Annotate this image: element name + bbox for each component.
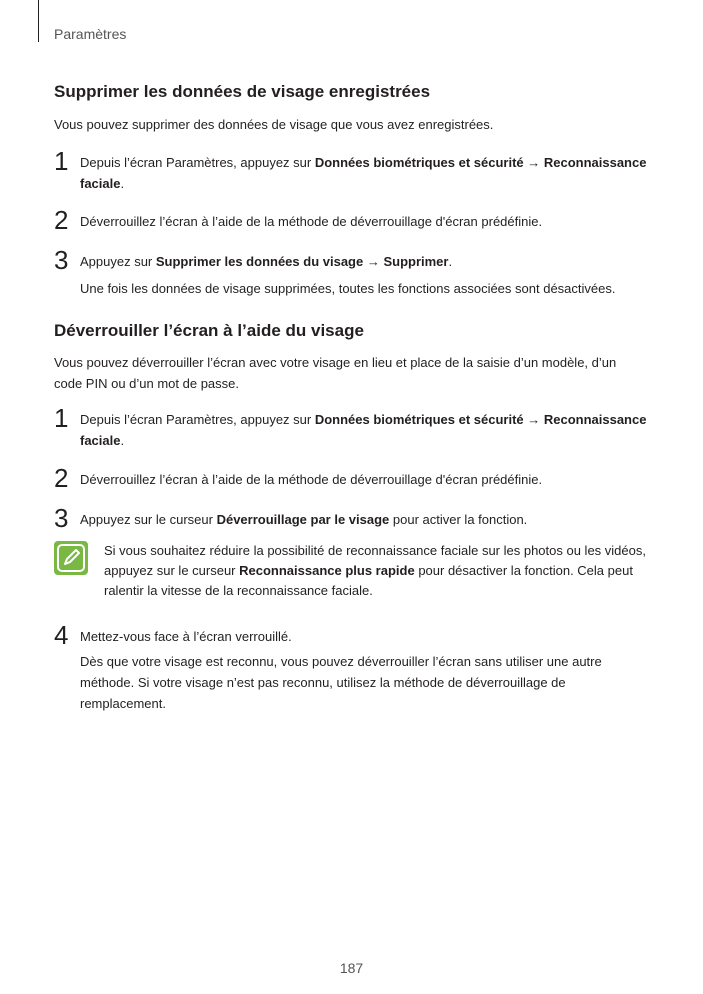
step-text: Déverrouillez l’écran à l’aide de la méthode de déverrouillage d'écran prédéfinie. — [80, 472, 543, 487]
pencil-note-icon — [54, 541, 88, 575]
menu-path-item: Reconnaissance faciale — [80, 155, 647, 191]
header-rule — [38, 0, 39, 42]
step-number: 2 — [54, 463, 69, 493]
menu-path-item: Données biométriques et sécurité — [314, 155, 524, 170]
step-number: 2 — [54, 205, 69, 235]
step-number: 4 — [54, 620, 69, 650]
step-text: Appuyez sur le curseur Déverrouillage par le visage pour activer la fonction. — [80, 512, 528, 527]
setting-name: Reconnaissance plus rapide — [239, 563, 415, 578]
section-title-unlock: Déverrouiller l’écran à l’aide du visage — [54, 321, 364, 340]
step-number: 3 — [54, 245, 69, 275]
menu-path-item: Supprimer les données du visage — [155, 254, 364, 269]
step-4-unlock-note: Dès que votre visage est reconnu, vous pouvez déverrouiller l’écran sans utiliser une autre méthode. Si votre visage n’est pas reconnu, utilisez la méthode de déverrouillage de remplacement. — [80, 654, 602, 711]
step-text: Appuyez sur Supprimer les données du visage → Supprimer. — [80, 254, 453, 269]
header-section-label: Paramètres — [54, 26, 127, 42]
setting-name: Déverrouillage par le visage — [216, 512, 390, 527]
step-text: Déverrouillez l’écran à l’aide de la méthode de déverrouillage d'écran prédéfinie. — [80, 214, 543, 229]
arrow-icon: → — [523, 155, 544, 170]
arrow-icon: → — [363, 254, 384, 269]
tip-text: Si vous souhaitez réduire la possibilité de reconnaissance faciale sur les photos ou les vidéos, appuyez sur le curseur Reconnaissance plus rapide pour désactiver la fonction. Cela peut ralentir la vitesse de la reconnaissance faciale. — [104, 543, 646, 598]
step-text: Depuis l’écran Paramètres, appuyez sur Données biométriques et sécurité → Reconnaissance faciale. — [80, 412, 647, 448]
section-title-delete: Supprimer les données de visage enregistrées — [54, 82, 431, 101]
arrow-icon: → — [523, 412, 544, 427]
menu-path-item: Données biométriques et sécurité — [314, 412, 524, 427]
menu-path-item: Supprimer — [383, 254, 449, 269]
menu-path-item: Reconnaissance faciale — [80, 412, 647, 448]
step-3-delete-note: Une fois les données de visage supprimées, toutes les fonctions associées sont désactivées. — [80, 281, 616, 296]
page-number: 187 — [339, 960, 364, 976]
section-intro-delete: Vous pouvez supprimer des données de visage que vous avez enregistrées. — [54, 117, 494, 132]
step-number: 3 — [54, 503, 69, 533]
section-intro-unlock: Vous pouvez déverrouiller l’écran avec votre visage en lieu et place de la saisie d’un modèle, d’un code PIN ou d’un mot de passe. — [54, 355, 617, 391]
step-number: 1 — [54, 146, 69, 176]
step-number: 1 — [54, 403, 69, 433]
step-text: Depuis l’écran Paramètres, appuyez sur Données biométriques et sécurité → Reconnaissance faciale. — [80, 155, 647, 191]
step-text: Mettez-vous face à l’écran verrouillé. — [80, 629, 292, 644]
